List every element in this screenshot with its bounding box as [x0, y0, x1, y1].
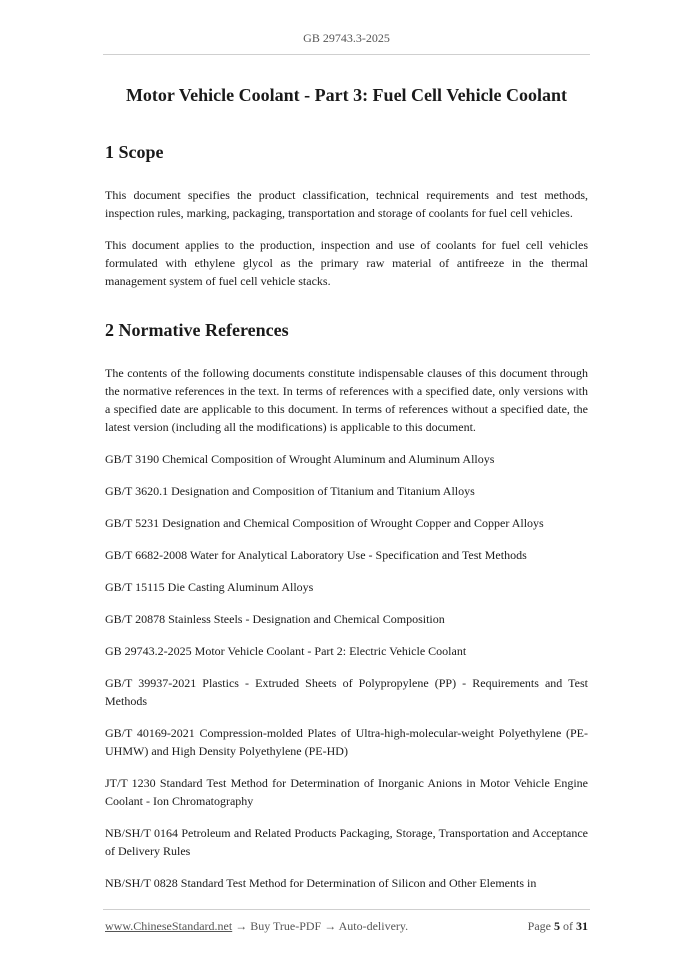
page-total: 31	[576, 919, 588, 933]
page-label: Page	[527, 919, 551, 933]
reference-item: GB 29743.2-2025 Motor Vehicle Coolant - Part 2: Electric Vehicle Coolant	[105, 644, 467, 658]
footer-divider	[103, 909, 590, 910]
arrow-icon: →	[324, 919, 337, 933]
reference-item: GB/T 3190 Chemical Composition of Wrought Aluminum and Aluminum Alloys	[105, 452, 495, 466]
reference-item: GB/T 20878 Stainless Steels - Designation and Chemical Composition	[105, 612, 445, 626]
auto-delivery-text: Auto-delivery.	[338, 919, 409, 933]
page-current: 5	[554, 919, 560, 933]
buy-pdf-text: Buy True-PDF	[250, 919, 322, 933]
page-number	[528, 919, 588, 934]
section-heading: 2 Normative References	[105, 320, 289, 340]
arrow-icon: →	[235, 919, 248, 933]
site-link[interactable]: www.ChineseStandard.net	[105, 919, 233, 933]
page-footer	[105, 919, 588, 934]
reference-item: GB/T 3620.1 Designation and Composition of Titanium and Titanium Alloys	[105, 484, 475, 498]
section-normative-references	[105, 320, 588, 892]
reference-item: GB/T 40169-2021 Compression-molded Plates of Ultra-high-molecular-weight Polyethylene (PE-UHMW) and High Density Polyethylene (PE-HD)	[105, 726, 588, 758]
paragraph: This document applies to the production, inspection and use of coolants for fuel cell vehicles formulated with ethylene glycol as the primary raw material of antifreeze in the thermal management system of fuel cell vehicle stacks.	[105, 238, 588, 288]
reference-item: GB/T 5231 Designation and Chemical Composition of Wrought Copper and Copper Alloys	[105, 516, 544, 530]
header-divider	[103, 54, 590, 55]
reference-item: GB/T 6682-2008 Water for Analytical Laboratory Use - Specification and Test Methods	[105, 548, 527, 562]
section-heading: 1 Scope	[105, 142, 164, 162]
reference-item: GB/T 39937-2021 Plastics - Extruded Sheets of Polypropylene (PP) - Requirements and Test Methods	[105, 676, 588, 708]
section-scope	[105, 142, 588, 290]
page-content	[105, 85, 588, 906]
reference-item: NB/SH/T 0828 Standard Test Method for Determination of Silicon and Other Elements in	[105, 876, 537, 890]
reference-item: JT/T 1230 Standard Test Method for Determination of Inorganic Anions in Motor Vehicle Engine Coolant - Ion Chromatography	[105, 776, 588, 808]
paragraph: This document specifies the product classification, technical requirements and test methods, inspection rules, marking, packaging, transportation and storage of coolants for fuel cell vehicles.	[105, 188, 588, 220]
paragraph: The contents of the following documents constitute indispensable clauses of this document through the normative references in the text. In terms of references with a specified date, only versions with a specified date are applicable to this document. In terms of references without a specified date, the latest version (including all the modifications) is applicable to this document.	[105, 366, 588, 434]
document-title: Motor Vehicle Coolant - Part 3: Fuel Cell Vehicle Coolant	[125, 85, 568, 105]
reference-item: NB/SH/T 0164 Petroleum and Related Products Packaging, Storage, Transportation and Acceptance of Delivery Rules	[105, 826, 588, 858]
page-of: of	[563, 919, 573, 933]
reference-item: GB/T 15115 Die Casting Aluminum Alloys	[105, 580, 314, 594]
running-header: GB 29743.3-2025	[303, 31, 390, 45]
